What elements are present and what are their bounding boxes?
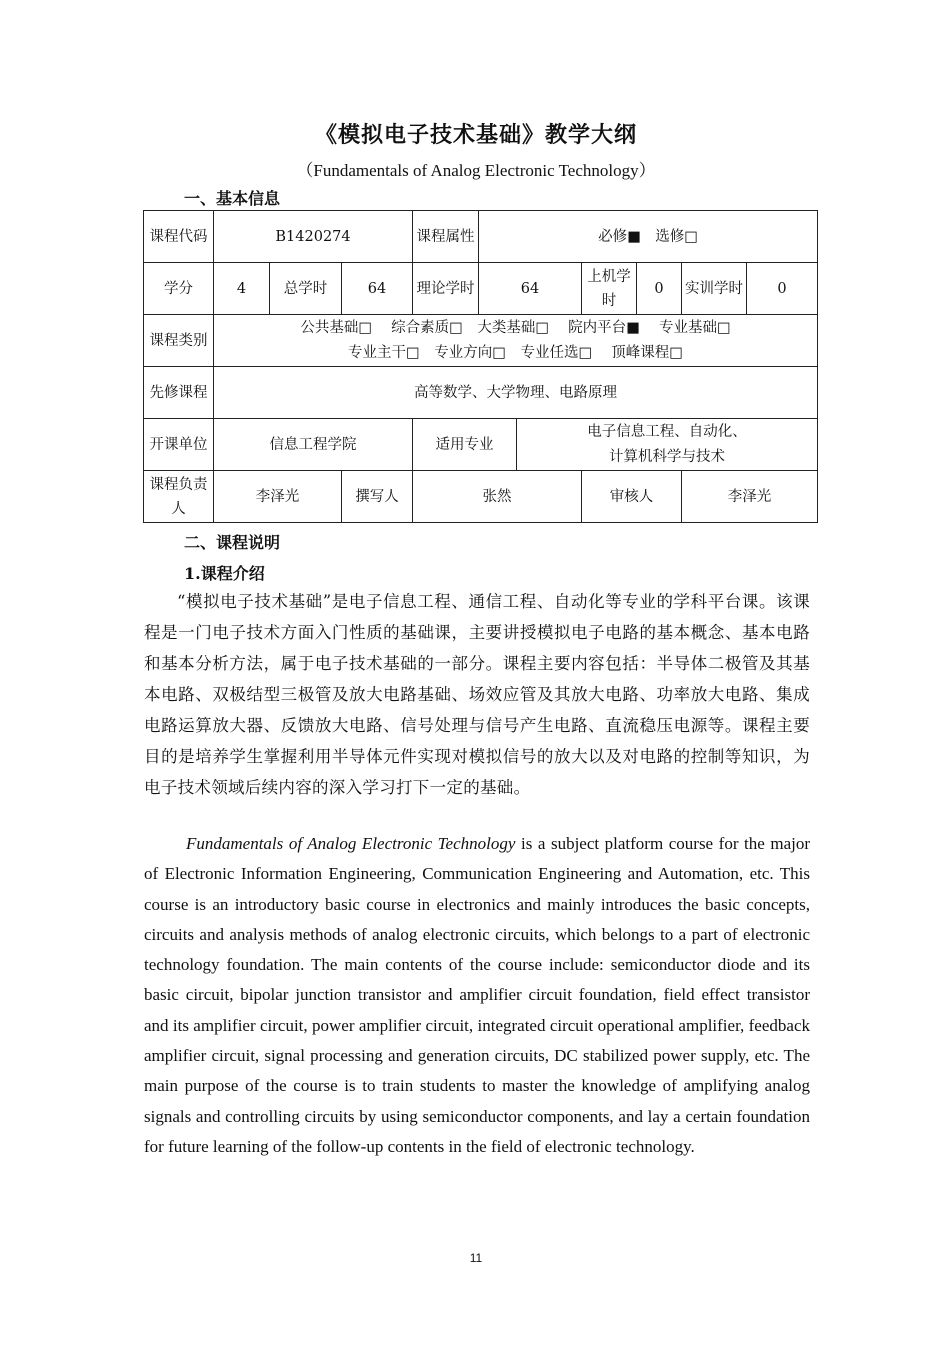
table-row bbox=[144, 263, 818, 315]
owner-value: 李泽光 bbox=[214, 471, 342, 523]
total-hours-value: 64 bbox=[342, 263, 413, 315]
credits-label: 学分 bbox=[144, 263, 214, 315]
page-subtitle: （Fundamentals of Analog Electronic Technology） bbox=[296, 161, 656, 180]
course-code-label: 课程代码 bbox=[144, 211, 214, 263]
computer-hours-label: 上机学时 bbox=[582, 263, 637, 315]
prereq-value: 高等数学、大学物理、电路原理 bbox=[214, 367, 818, 419]
table-row bbox=[144, 367, 818, 419]
unit-label: 开课单位 bbox=[144, 419, 214, 471]
practice-hours-label: 实训学时 bbox=[682, 263, 747, 315]
basic-info-table bbox=[143, 210, 818, 523]
practice-hours-value: 0 bbox=[747, 263, 818, 315]
section-heading-basic-info: 一、基本信息 bbox=[184, 189, 281, 208]
course-code-value: B1420274 bbox=[214, 211, 413, 263]
category-label: 课程类别 bbox=[144, 315, 214, 367]
table-row bbox=[144, 419, 818, 471]
total-hours-label: 总学时 bbox=[270, 263, 342, 315]
course-attr-label: 课程属性 bbox=[413, 211, 479, 263]
intro-paragraph-cn: “模拟电子技术基础”是电子信息工程、通信工程、自动化等专业的学科平台课。该课程是一门电子技术方面入门性质的基础课，主要讲授模拟电子电路的基本概念、基本电路和基本分析方法，属于电子技术基础的一部分。课程主要内容包括：半导体二极管及其基本电路、双极结型三极管及放大电路基础、场效应管及其放大电路、功率放大电路、集成电路运算放大器、反馈放大电路、信号处理与信号产生电路、直流稳压电源等。课程主要目的是培养学生掌握利用半导体元件实现对模拟信号的放大以及对电路的控制等知识，为电子技术领域后续内容的深入学习打下一定的基础。 bbox=[144, 592, 810, 797]
prereq-label: 先修课程 bbox=[144, 367, 214, 419]
table-row bbox=[144, 471, 818, 523]
reviewer-label: 审核人 bbox=[582, 471, 682, 523]
theory-hours-value: 64 bbox=[479, 263, 582, 315]
category-line-1: 公共基础□ 综合素质□ 大类基础□ 院内平台■ 专业基础□ bbox=[300, 319, 731, 336]
unit-value: 信息工程学院 bbox=[214, 419, 413, 471]
major-value bbox=[517, 419, 818, 471]
writer-label: 撰写人 bbox=[342, 471, 413, 523]
intro-paragraph-en bbox=[144, 829, 810, 1162]
subsection-heading-course-intro: 1.课程介绍 bbox=[184, 564, 265, 583]
category-line-2: 专业主干□ 专业方向□ 专业任选□ 顶峰课程□ bbox=[348, 344, 683, 361]
intro-en-course-title: Fundamentals of Analog Electronic Technology bbox=[186, 834, 516, 853]
course-attr-value: 必修■ 选修□ bbox=[479, 211, 818, 263]
reviewer-value: 李泽光 bbox=[682, 471, 818, 523]
page-number: 11 bbox=[469, 1251, 483, 1265]
credits-value: 4 bbox=[214, 263, 270, 315]
table-row bbox=[144, 211, 818, 263]
category-value bbox=[214, 315, 818, 367]
section-heading-course-description: 二、课程说明 bbox=[184, 533, 281, 552]
major-line-1: 电子信息工程、自动化、 bbox=[587, 423, 747, 440]
table-row bbox=[144, 315, 818, 367]
major-line-2: 计算机科学与技术 bbox=[609, 448, 726, 465]
writer-value: 张然 bbox=[413, 471, 582, 523]
page-title: 《模拟电子技术基础》教学大纲 bbox=[314, 122, 637, 148]
computer-hours-value: 0 bbox=[637, 263, 682, 315]
intro-en-body: is a subject platform course for the major of Electronic Information Engineering, Communication Engineering and Automation, etc. This course is an introductory basic course in electronics and mainly introduces the basic concepts, circuits and analysis methods of analog electronic circuits, which belongs to a part of electronic technology foundation. The main contents of the course include: semiconductor diode and its basic circuit, bipolar junction transistor and amplifier circuit foundation, field effect transistor and its amplifier circuit, power amplifier circuit, integrated circuit operational amplifier, feedback amplifier circuit, signal processing and generation circuits, DC stabilized power supply, etc. The main purpose of the course is to train students to master the knowledge of amplifying analog signals and controlling circuits by using semiconductor components, and lay a certain foundation for future learning of the follow-up contents in the field of electronic technology. bbox=[144, 834, 810, 1156]
owner-label: 课程负责人 bbox=[144, 471, 214, 523]
theory-hours-label: 理论学时 bbox=[413, 263, 479, 315]
major-label: 适用专业 bbox=[413, 419, 517, 471]
